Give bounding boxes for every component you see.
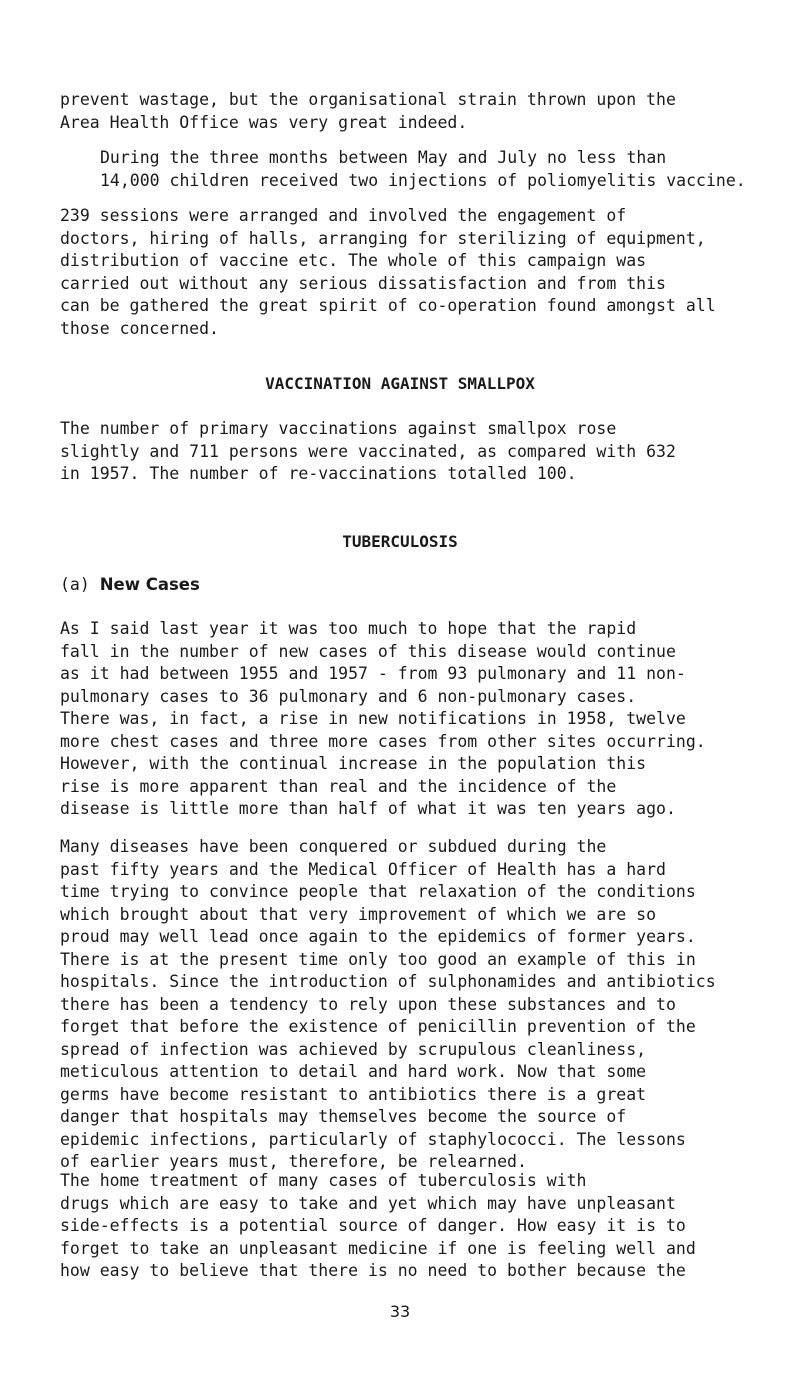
- subheading-title: New Cases: [99, 575, 200, 594]
- heading-tuberculosis: TUBERCULOSIS: [342, 532, 458, 551]
- page-number: 33: [389, 1302, 411, 1321]
- heading-smallpox: VACCINATION AGAINST SMALLPOX: [265, 374, 535, 393]
- subheading-new-cases: [60, 575, 200, 594]
- paragraph-area-health-office: prevent wastage, but the organisational strain thrown upon the Area Health Office was very great indeed.: [60, 90, 676, 132]
- paragraph-polio-injections: During the three months between May and July no less than 14,000 children received two injections of poliomyelitis vaccine.: [100, 148, 746, 190]
- paragraph-home-treatment: The home treatment of many cases of tuberculosis with drugs which are easy to take and yet which may have unpleasant side-effects is a potential source of danger. How easy it is to forget to take an unpleasant medicine if one is feeling well and how easy to believe that there is no need to bother because the: [60, 1171, 696, 1280]
- subheading-marker: (a): [60, 575, 90, 594]
- paragraph-new-cases: As I said last year it was too much to hope that the rapid fall in the number of new cases of this disease would continue as it had between 1955 and 1957 - from 93 pulmonary and 11 non- pulmonary cases to 36 pulmonary and 6 non-pulmonary cases. There was, in fact, a rise in new notifications in 1958, twelve more chest cases and three more cases from other sites occurring. However, with the continual increase in the population this rise is more apparent than real and the incidence of the disease is little more than half of what it was ten years ago.: [60, 619, 706, 818]
- paragraph-smallpox-vaccinations: The number of primary vaccinations against smallpox rose slightly and 711 persons were vaccinated, as compared with 632 in 1957. The number of re-vaccinations totalled 100.: [60, 419, 676, 483]
- paragraph-diseases-conquered: Many diseases have been conquered or subdued during the past fifty years and the Medical Officer of Health has a hard time trying to convince people that relaxation of the conditions which brought about that very improvement of which we are so proud may well lead once again to the epidemics of former years. There is at the present time only too good an example of this in hospitals. Since the introduction of sulphonamides and antibiotics there has been a tendency to rely upon these substances and to forget that before the existence of penicillin prevention of the spread of infection was achieved by scrupulous cleanliness, meticulous attention to detail and hard work. Now that some germs have become resistant to antibiotics there is a great danger that hospitals may themselves become the source of epidemic infections, particularly of staphylococci. The lessons of earlier years must, therefore, be relearned.: [60, 837, 716, 1171]
- paragraph-sessions: 239 sessions were arranged and involved the engagement of doctors, hiring of halls, arranging for sterilizing of equipment, distribution of vaccine etc. The whole of this campaign was carried out without any serious dissatisfaction and from this can be gathered the great spirit of co-operation found amongst all those concerned.: [60, 206, 716, 338]
